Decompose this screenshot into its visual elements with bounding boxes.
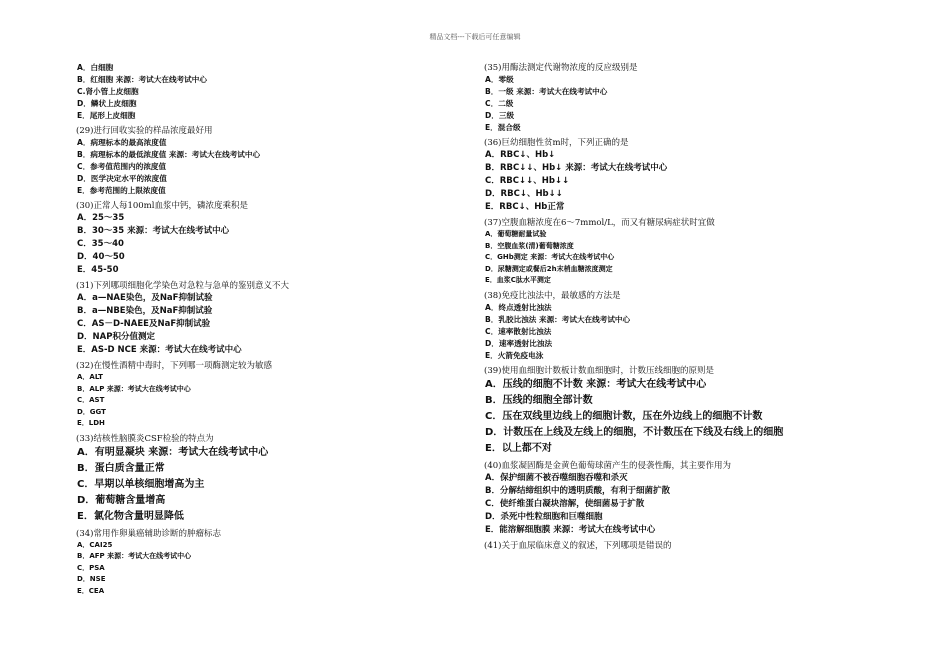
answer-option: C．PSA [77,563,105,572]
answer-option: A．CAI25 [77,540,113,549]
question-text: (31)下列哪项细胞化学染色对急粒与急单的鉴别意义不大 [76,281,289,291]
answer-option: D．鳞状上皮细胞 [77,99,137,108]
answer-option: C．AS－D-NAEE及NaF抑制试验 [77,319,211,329]
question-text: (35)用酶法测定代谢物浓度的反应级别是 [484,63,638,73]
answer-option: B．AFP 来源：考试大在线考试中心 [77,552,192,560]
answer-option: C．二级 [485,99,514,108]
answer-option: E．参考范围的上限浓度值 [77,186,166,195]
answer-option: A．RBC↓、Hb↓ [485,150,556,160]
right-column [484,62,904,555]
answer-option: D．GGT [77,407,106,416]
question-text: (32)在慢性酒精中毒时，下列哪一项酶测定较为敏感 [76,361,272,371]
question-block [484,217,904,290]
answer-option: D．NSE [77,575,106,583]
answer-option: B．a—NBE染色，及NaF抑制试验 [77,306,213,316]
answer-option: D．葡萄糖含量增高 [77,494,166,506]
question-block [76,280,476,360]
answer-option: A．25～35 [77,213,125,223]
answer-option: B．蛋白质含量正常 [77,462,165,474]
answer-option: A．有明显凝块 来源：考试大在线考试中心 [77,446,269,458]
answer-option: D．尿糖测定或餐后2h末梢血糖浓度测定 [485,264,613,273]
question-text: (36)巨幼细胞性贫m时，下列正确的是 [484,138,629,148]
question-text: (41)关于血尿临床意义的叙述，下列哪项是错误的 [484,540,672,551]
left-column [76,62,476,600]
answer-option: B．空腹血浆(清)葡萄糖浓度 [485,241,574,250]
answer-option: C．35～40 [77,239,124,249]
question-block [76,62,476,125]
answer-option: B．ALP 来源：考试大在线考试中心 [77,384,191,393]
answer-option: C．速率散射比浊法 [485,326,552,336]
answer-option: D．杀死中性粒细胞和巨噬细胞 [485,511,603,522]
question-text: (37)空腹血糖浓度在6～7mmol/L，而又有糖尿病症状时宜做 [484,218,715,228]
answer-option: A．a—NAE染色，及NaF抑制试验 [77,293,213,303]
question-text: (39)使用血细胞计数板计数血细胞时，计数压线细胞的原则是 [484,365,714,376]
answer-option: B．30～35 来源：考试大在线考试中心 [77,226,230,236]
answer-option: E．AS-D NCE 来源：考试大在线考试中心 [77,345,242,355]
answer-option: A．ALT [77,373,103,381]
answer-option: A．压线的细胞不计数 来源：考试大在线考试中心 [485,378,707,390]
answer-option: D．计数压在上线及左线上的细胞，不计数压在下线及右线上的细胞 [485,426,784,438]
answer-option: D．NAP积分值测定 [77,332,155,342]
question-block [484,137,904,217]
answer-option: A．终点透射比浊法 [485,302,552,312]
question-block [76,200,476,280]
answer-option: E．以上都不对 [485,442,552,454]
answer-option: C．AST [77,396,105,404]
question-block [484,365,904,460]
answer-option: B．压线的细胞全部计数 [485,394,593,406]
answer-option: E．尾形上皮细胞 [77,111,136,120]
question-block [484,62,904,137]
answer-option: C．参考值范围内的浓度值 [77,162,167,171]
question-block [76,433,476,528]
question-block [484,290,904,365]
question-block [484,540,904,555]
answer-option: E．LDH [77,419,105,427]
answer-option: A．白细胞 [77,63,114,72]
answer-option: A．零级 [485,75,514,84]
question-text: (30)正常人每100ml血浆中钙，磷浓度乘积是 [76,201,248,211]
answer-option: E．血浆C肽水平测定 [485,276,551,284]
question-text: (40)血浆凝固酶是金黄色葡萄球菌产生的侵袭性酶，其主要作用为 [484,460,731,471]
question-text: (33)结核性脑膜炎CSF检验的特点为 [76,433,214,444]
answer-option: D．40～50 [77,252,125,262]
answer-option: D．医学决定水平的浓度值 [77,174,167,183]
answer-option: B．分解结缔组织中的透明质酸，有利于细菌扩散 [485,485,670,496]
answer-option: E．CEA [77,586,105,595]
page-header: 精品文档---下载后可任意编辑 [429,33,521,41]
answer-option: C．使纤维蛋白凝块溶解，使细菌易于扩散 [485,498,645,509]
answer-option: A．葡萄糖耐量试验 [485,230,547,238]
answer-option: E．45-50 [77,265,119,275]
answer-option: C．压在双线里边线上的细胞计数，压在外边线上的细胞不计数 [485,410,763,422]
answer-option: C．GHb测定 来源：考试大在线考试中心 [485,253,615,261]
answer-option: B．RBC↓↓、Hb↓ 来源：考试大在线考试中心 [485,163,668,173]
answer-option: E．火箭免疫电泳 [485,350,544,360]
answer-option: B．红细胞 来源：考试大在线考试中心 [77,75,207,84]
answer-option: C.肾小管上皮细胞 [77,87,139,96]
answer-option: B．病理标本的最低浓度值 来源：考试大在线考试中心 [77,150,261,159]
question-block [76,125,476,200]
answer-option: D．速率透射比浊法 [485,338,553,348]
answer-option: C．RBC↓↓、Hb↓↓ [485,176,570,186]
answer-option: C．早期以单核细胞增高为主 [77,478,205,490]
answer-option: D．三级 [485,111,515,120]
answer-option: A．病理标本的最高浓度值 [77,138,167,147]
block-spacer [76,597,476,600]
block-spacer [484,552,904,555]
answer-option: B．一级 来源：考试大在线考试中心 [485,87,608,96]
answer-option: A．保护细菌不被吞噬细胞吞噬和杀灭 [485,472,628,483]
answer-option: E．混合级 [485,123,521,132]
answer-option: E．能溶解细胞膜 来源：考试大在线考试中心 [485,524,656,535]
question-text: (29)进行回收实验的样品浓度最好用 [76,126,213,136]
answer-option: B．乳胶比浊法 来源：考试大在线考试中心 [485,314,631,324]
answer-option: E．氯化物含量明显降低 [77,510,184,522]
answer-option: D．RBC↓、Hb↓↓ [485,189,563,199]
question-text: (38)免疫比浊法中，最敏感的方法是 [484,290,621,301]
question-block [76,528,476,601]
answer-option: E．RBC↓、Hb正常 [485,202,565,212]
question-text: (34)常用作卵巢癌辅助诊断的肿瘤标志 [76,528,221,539]
question-block [76,360,476,433]
question-block [484,460,904,540]
